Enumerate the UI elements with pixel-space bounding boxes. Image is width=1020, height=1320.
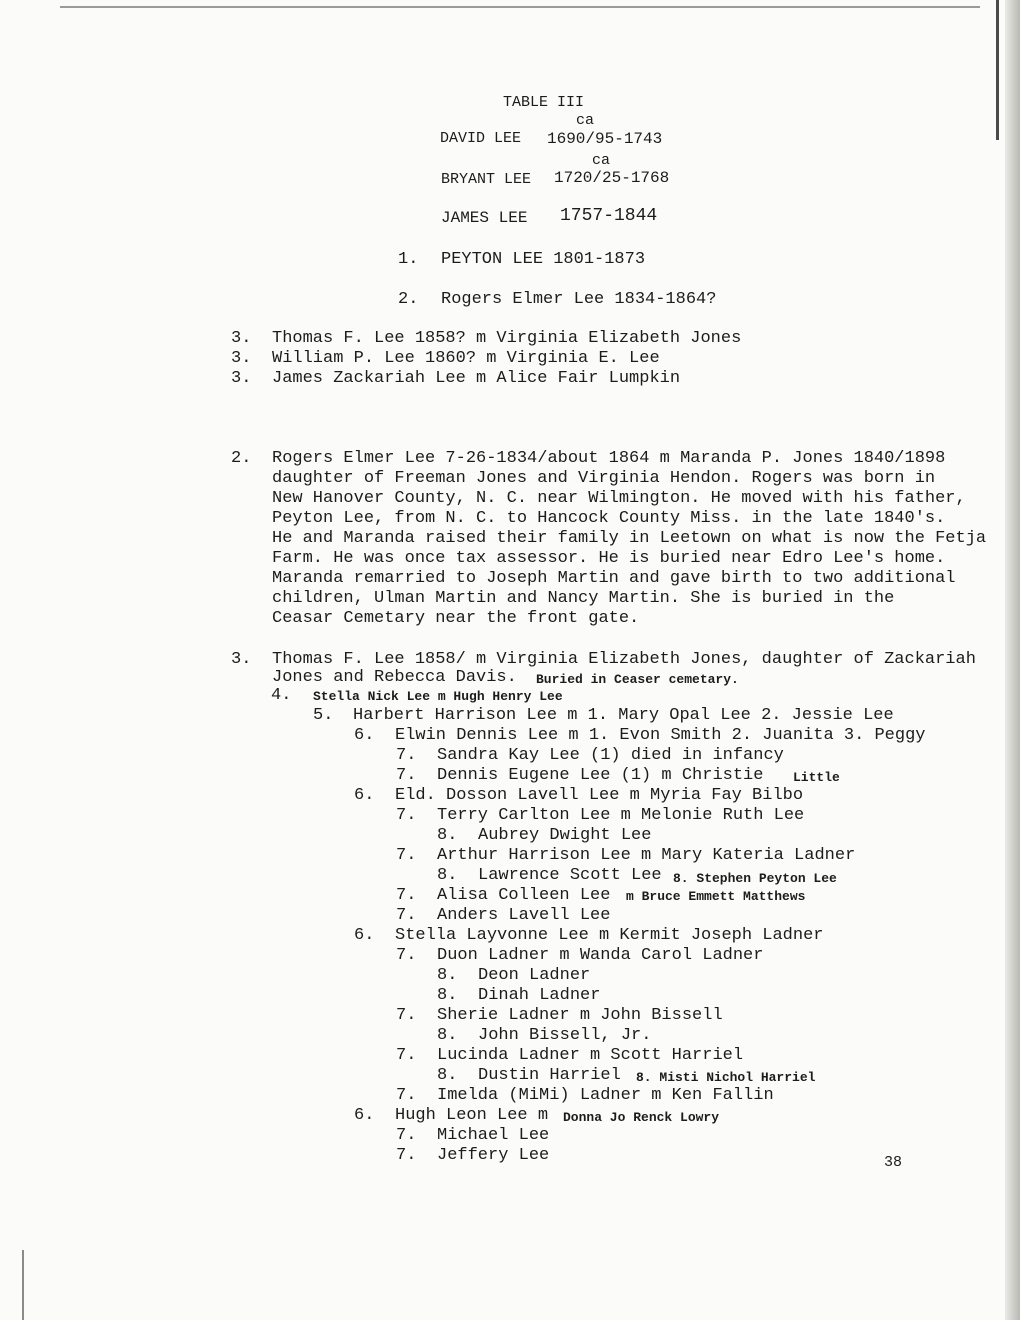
peyton-lee-line: PEYTON LEE 1801-1873 [441, 250, 646, 269]
descendant-number: 5. [313, 706, 334, 725]
david-lee-name: DAVID LEE [440, 130, 522, 147]
child-line: William P. Lee 1860? m Virginia E. Lee [272, 349, 660, 368]
thomas-burial-note: Buried in Ceaser cemetary. [536, 672, 739, 687]
table-title: TABLE III [503, 94, 585, 111]
descendant-line: Stella Layvonne Lee m Kermit Joseph Ladner [395, 926, 824, 945]
descendant-number: 7. [396, 1126, 417, 1145]
descendant-line: Terry Carlton Lee m Melonie Ruth Lee [437, 806, 805, 825]
thomas-line-1: Thomas F. Lee 1858/ m Virginia Elizabeth Jones, daughter of Zackariah [272, 650, 976, 669]
descendant-number: 8. [437, 986, 458, 1005]
descendant-note: Little [793, 770, 840, 785]
thomas-line-2: Jones and Rebecca Davis. [272, 668, 517, 687]
descendant-line: Arthur Harrison Lee m Mary Kateria Ladner [437, 846, 856, 865]
descendant-line: John Bissell, Jr. [478, 1026, 652, 1045]
rogers-paragraph-line: Ceasar Cemetary near the front gate. [272, 609, 640, 628]
descendant-line: Dinah Ladner [478, 986, 601, 1005]
scan-right-mark [996, 0, 999, 140]
rogers-paragraph-line: New Hanover County, N. C. near Wilmington. He moved with his father, [272, 489, 966, 508]
descendant-number: 7. [396, 1146, 417, 1165]
thomas-section-number: 3. [231, 650, 252, 669]
david-lee-dates: 1690/95-1743 [547, 130, 663, 148]
descendant-line: Lawrence Scott Lee [478, 866, 662, 885]
descendant-number: 4. [271, 686, 292, 705]
descendant-number: 7. [396, 746, 417, 765]
descendant-line: Anders Lavell Lee [437, 906, 611, 925]
descendant-number: 7. [396, 886, 417, 905]
rogers-paragraph-line: Farm. He was once tax assessor. He is buried near Edro Lee's home. [272, 549, 946, 568]
descendant-line: Eld. Dosson Lavell Lee m Myria Fay Bilbo [395, 786, 804, 805]
page-number: 38 [884, 1154, 903, 1171]
rogers-paragraph-line: daughter of Freeman Jones and Virginia Hendon. Rogers was born in [272, 469, 936, 488]
rogers-paragraph-line: children, Ulman Martin and Nancy Martin. She is buried in the [272, 589, 895, 608]
descendant-note: Donna Jo Renck Lowry [563, 1110, 720, 1125]
ca-label-1: ca [576, 112, 595, 129]
rogers-paragraph-line: Maranda remarried to Joseph Martin and gave birth to two additional [272, 569, 956, 588]
descendant-line: Stella Nick Lee m Hugh Henry Lee [313, 689, 563, 704]
scan-right-edge [1005, 0, 1020, 1320]
descendant-line: Hugh Leon Lee m [395, 1106, 549, 1125]
peyton-number: 1. [398, 250, 419, 269]
james-lee-name: JAMES LEE [441, 209, 528, 227]
descendant-number: 7. [396, 1086, 417, 1105]
rogers-section-number: 2. [231, 449, 252, 468]
child-line: Thomas F. Lee 1858? m Virginia Elizabeth Jones [272, 329, 742, 348]
child-number: 3. [231, 349, 252, 368]
bryant-lee-dates: 1720/25-1768 [554, 169, 670, 187]
descendant-number: 6. [354, 926, 375, 945]
descendant-number: 8. [437, 1026, 458, 1045]
rogers-lee-line: Rogers Elmer Lee 1834-1864? [441, 290, 717, 309]
descendant-number: 7. [396, 946, 417, 965]
james-lee-dates: 1757-1844 [560, 206, 658, 226]
descendant-number: 7. [396, 906, 417, 925]
descendant-number: 8. [437, 966, 458, 985]
descendant-note: m Bruce Emmett Matthews [626, 889, 806, 904]
descendant-line: Alisa Colleen Lee [437, 886, 611, 905]
descendant-line: Dustin Harriel [478, 1066, 621, 1085]
descendant-number: 6. [354, 786, 375, 805]
descendant-number: 8. [437, 826, 458, 845]
descendant-line: Duon Ladner m Wanda Carol Ladner [437, 946, 764, 965]
bryant-lee-name: BRYANT LEE [441, 171, 532, 188]
rogers-paragraph-line: He and Maranda raised their family in Leetown on what is now the Fetja [272, 529, 987, 548]
descendant-number: 8. [437, 1066, 458, 1085]
rogers-paragraph-line: Peyton Lee, from N. C. to Hancock County Miss. in the late 1840's. [272, 509, 946, 528]
descendant-line: Elwin Dennis Lee m 1. Evon Smith 2. Juanita 3. Peggy [395, 726, 926, 745]
descendant-line: Deon Ladner [478, 966, 591, 985]
descendant-number: 7. [396, 806, 417, 825]
descendant-number: 7. [396, 1006, 417, 1025]
scan-left-mark [22, 1250, 24, 1320]
ca-label-2: ca [592, 152, 611, 169]
descendant-number: 7. [396, 846, 417, 865]
child-line: James Zackariah Lee m Alice Fair Lumpkin [272, 369, 681, 388]
child-number: 3. [231, 369, 252, 388]
descendant-line: Sherie Ladner m John Bissell [437, 1006, 723, 1025]
descendant-line: Michael Lee [437, 1126, 550, 1145]
descendant-line: Aubrey Dwight Lee [478, 826, 652, 845]
descendant-line: Harbert Harrison Lee m 1. Mary Opal Lee 2. Jessie Lee [353, 706, 894, 725]
descendant-line: Dennis Eugene Lee (1) m Christie [437, 766, 764, 785]
descendant-line: Lucinda Ladner m Scott Harriel [437, 1046, 744, 1065]
descendant-number: 6. [354, 726, 375, 745]
descendant-number: 7. [396, 1046, 417, 1065]
descendant-number: 8. [437, 866, 458, 885]
descendant-line: Jeffery Lee [437, 1146, 550, 1165]
scan-top-edge [60, 6, 980, 8]
descendant-note: 8. Misti Nichol Harriel [636, 1070, 816, 1085]
child-number: 3. [231, 329, 252, 348]
rogers-paragraph-line: Rogers Elmer Lee 7-26-1834/about 1864 m Maranda P. Jones 1840/1898 [272, 449, 946, 468]
descendant-line: Sandra Kay Lee (1) died in infancy [437, 746, 784, 765]
descendant-number: 6. [354, 1106, 375, 1125]
descendant-line: Imelda (MiMi) Ladner m Ken Fallin [437, 1086, 774, 1105]
descendant-note: 8. Stephen Peyton Lee [673, 871, 837, 886]
rogers-number: 2. [398, 290, 419, 309]
descendant-number: 7. [396, 766, 417, 785]
